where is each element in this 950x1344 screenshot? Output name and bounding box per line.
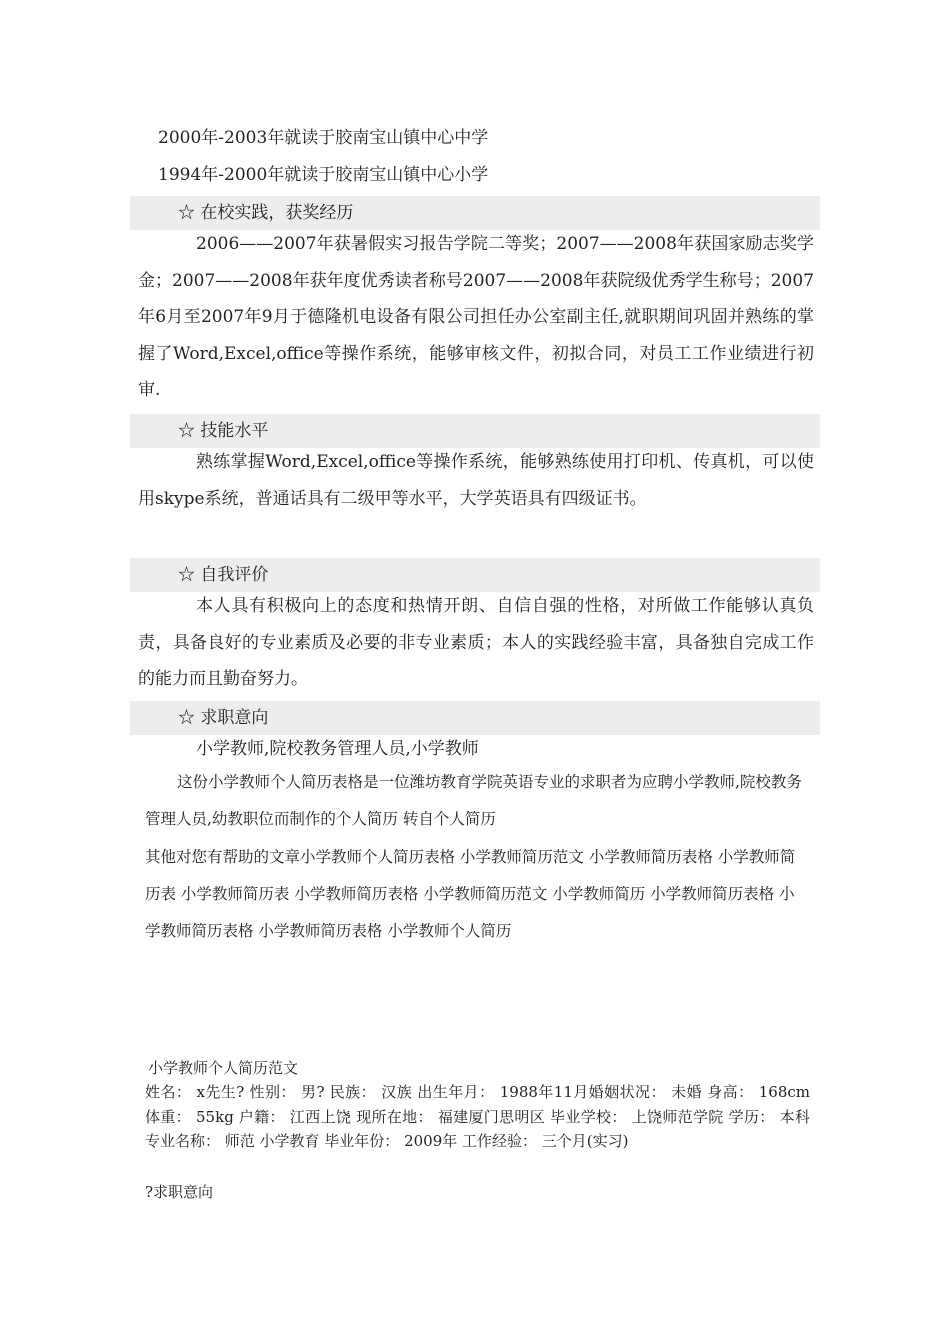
profile-details: 姓名： x先生? 性别： 男? 民族： 汉族 出生年月： 1988年11月婚姻状况： 未婚 身高： 168cm 体重： 55kg 户籍： 江西上饶 现所在地： 福建厦门思明区 毕业学校： 上饶师范学院 学历： 本科 专业名称： 师范 小学教育 毕业年份： 2009年 工作经验： 三个月(实习) — [145, 1083, 810, 1150]
profile-job-intention-label: ?求职意向 — [145, 1183, 214, 1201]
section-title: ☆ 在校实践，获奖经历 — [178, 203, 354, 223]
education-item: 2000年-2003年就读于胶南宝山镇中心中学 — [158, 128, 489, 148]
practice-paragraph: 2006——2007年获暑假实习报告学院二等奖；2007——2008年获国家励志奖学金；2007——2008年获年度优秀读者称号2007——2008年获院级优秀学生称号；2007年6月至2007年9月于德隆机电设备有限公司担任办公室副主任,就职期间巩固并熟练的掌握了Word,Excel,office等操作系统，能够审核文件，初拟合同，对员工工作业绩进行初审. — [138, 234, 814, 400]
related-articles: 其他对您有帮助的文章小学教师个人简历表格 小学教师简历范文 小学教师简历表格 小学教师简历表 小学教师简历表 小学教师简历表格 小学教师简历范文 小学教师简历 小学教师简历表格 小学教师简历表格 小学教师简历表格 小学教师个人简历 — [145, 848, 796, 940]
section-title: ☆ 技能水平 — [178, 421, 269, 441]
skills-paragraph: 熟练掌握Word,Excel,office等操作系统，能够熟练使用打印机、传真机，可以使用skype系统，普通话具有二级甲等水平，大学英语具有四级证书。 — [138, 452, 814, 509]
job-intention-paragraph: 小学教师,院校教务管理人员,小学教师 — [196, 739, 479, 759]
section-header-skills — [130, 414, 820, 448]
section-title: ☆ 自我评价 — [178, 565, 269, 585]
section-header-self-evaluation — [130, 558, 820, 592]
section-header-practice — [130, 196, 820, 230]
resume-note: 这份小学教师个人简历表格是一位潍坊教育学院英语专业的求职者为应聘小学教师,院校教务管理人员,幼教职位而制作的个人简历 转自个人简历 — [145, 773, 802, 828]
profile-title: 小学教师个人简历范文 — [148, 1059, 299, 1077]
education-item: 1994年-2000年就读于胶南宝山镇中心小学 — [158, 165, 489, 185]
self-evaluation-paragraph: 本人具有积极向上的态度和热情开朗、自信自强的性格，对所做工作能够认真负责，具备良好的专业素质及必要的非专业素质；本人的实践经验丰富，具备独自完成工作的能力而且勤奋努力。 — [138, 596, 814, 689]
section-title: ☆ 求职意向 — [178, 708, 269, 728]
section-header-job-intention — [130, 701, 820, 735]
